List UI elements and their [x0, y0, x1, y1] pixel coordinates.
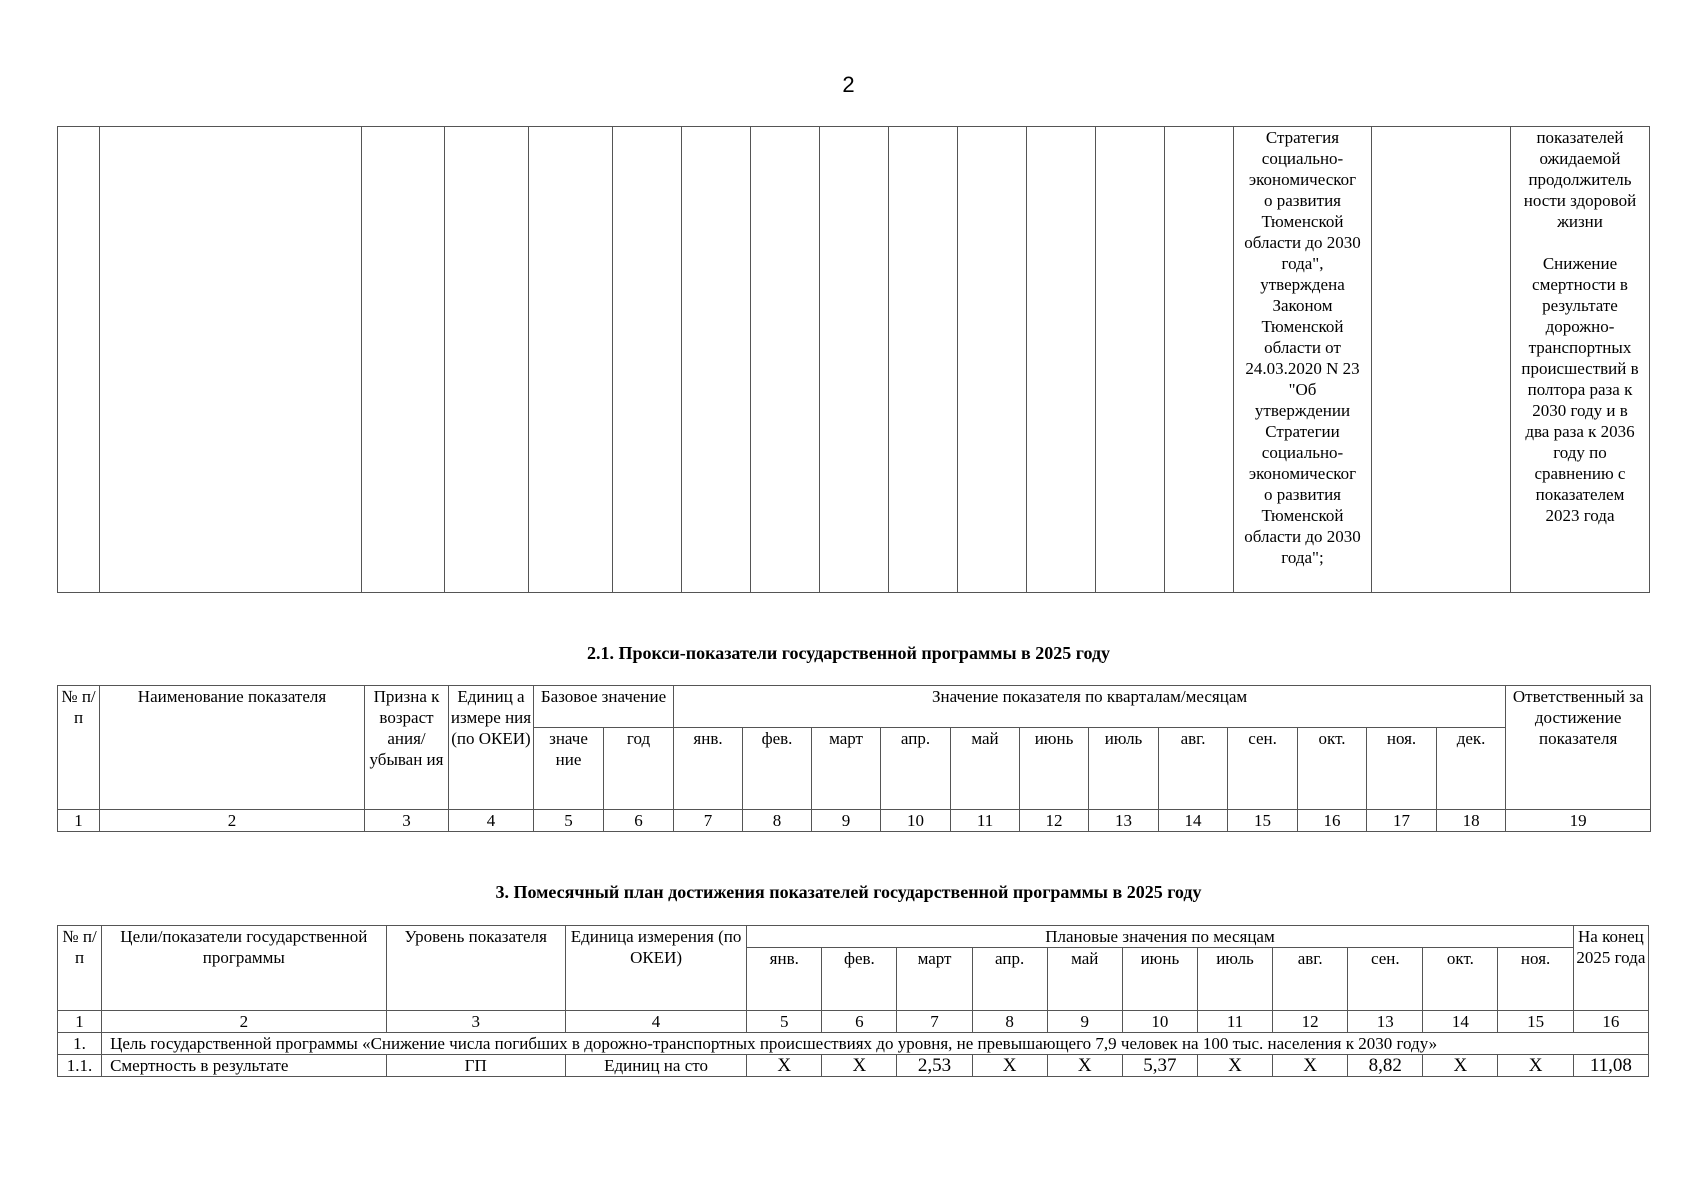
indicator-value: 8,82 — [1348, 1055, 1423, 1077]
indicator-value: X — [822, 1055, 897, 1077]
header-base-value: значе ние — [534, 728, 604, 810]
col-number: 15 — [1228, 810, 1298, 832]
month-header: май — [1047, 948, 1122, 1011]
goal-row — [58, 1033, 1649, 1055]
cell-empty — [100, 127, 362, 593]
proxy-indicators-table — [57, 685, 1651, 832]
month-header: март — [812, 728, 881, 810]
header-num: № п/ п — [58, 686, 100, 810]
col-number: 5 — [747, 1011, 822, 1033]
month-header: авг. — [1159, 728, 1228, 810]
section-3-title: 3. Помесячный план достижения показателей государственной программы в 2025 году — [495, 882, 1202, 902]
col-number: 7 — [674, 810, 743, 832]
cell-empty — [1027, 127, 1096, 593]
col-number: 15 — [1498, 1011, 1573, 1033]
indicator-end-value: 11,08 — [1573, 1055, 1648, 1077]
indicator-row — [58, 1055, 1649, 1077]
section-21-title: 2.1. Прокси-показатели государственной программы в 2025 году — [586, 643, 1111, 663]
indicator-unit: Единиц на сто — [565, 1055, 746, 1077]
goal-cell: показателей ожидаемой продолжитель ности здоровой жизни Снижение смертности в результате дорожно-транспортных происшествий в полтора раза к 2030 году и в два раза к 2036 году по сравнению с показателем 2023 года — [1511, 127, 1650, 593]
col-number: 10 — [1122, 1011, 1197, 1033]
monthly-plan-table — [57, 925, 1649, 1077]
month-header: июль — [1197, 948, 1272, 1011]
indicator-value: X — [972, 1055, 1047, 1077]
col-number: 16 — [1298, 810, 1367, 832]
col-number: 12 — [1020, 810, 1089, 832]
cell-empty — [820, 127, 889, 593]
col-number: 17 — [1367, 810, 1437, 832]
header-responsible: Ответственный за достижение показателя — [1506, 686, 1651, 810]
month-header: апр. — [972, 948, 1047, 1011]
header-level: Уровень показателя — [386, 926, 565, 1011]
indicator-value: X — [1498, 1055, 1573, 1077]
col-number: 11 — [1197, 1011, 1272, 1033]
col-number: 16 — [1573, 1011, 1648, 1033]
indicator-value: 5,37 — [1122, 1055, 1197, 1077]
month-header: июнь — [1020, 728, 1089, 810]
month-header: окт. — [1423, 948, 1498, 1011]
cell-empty — [445, 127, 529, 593]
col-number: 14 — [1423, 1011, 1498, 1033]
col-number: 7 — [897, 1011, 972, 1033]
col-number: 18 — [1437, 810, 1506, 832]
col-number: 2 — [102, 1011, 387, 1033]
month-header: дек. — [1437, 728, 1506, 810]
header-unit: Единиц а измере ния (по ОКЕИ) — [449, 686, 534, 810]
header-planned: Плановые значения по месяцам — [747, 926, 1574, 948]
indicator-num: 1.1. — [58, 1055, 102, 1077]
month-header: сен. — [1348, 948, 1423, 1011]
month-header: ноя. — [1367, 728, 1437, 810]
header-base: Базовое значение — [534, 686, 674, 728]
col-number: 3 — [386, 1011, 565, 1033]
col-number: 12 — [1273, 1011, 1348, 1033]
month-header: июнь — [1122, 948, 1197, 1011]
column-numbers-row — [58, 1011, 1649, 1033]
header-name: Наименование показателя — [100, 686, 365, 810]
month-header: май — [951, 728, 1020, 810]
indicator-value: 2,53 — [897, 1055, 972, 1077]
strategy-cell: Стратегия социально-экономическог о развития Тюменской области до 2030 года", утверждена Законом Тюменской области от 24.03.2020 N 23 "Об утверждении Стратегии социально-экономическог о развития Тюменской области до 2030 года"; — [1234, 127, 1372, 593]
col-number: 1 — [58, 1011, 102, 1033]
col-number: 8 — [972, 1011, 1047, 1033]
header-goals: Цели/показатели государственной программы — [102, 926, 387, 1011]
header-sign: Призна к возраст ания/ убыван ия — [365, 686, 449, 810]
col-number: 1 — [58, 810, 100, 832]
col-number: 4 — [565, 1011, 746, 1033]
indicator-value: X — [1423, 1055, 1498, 1077]
month-header: янв. — [674, 728, 743, 810]
indicator-value: X — [1197, 1055, 1272, 1077]
col-number: 9 — [1047, 1011, 1122, 1033]
cell-empty — [682, 127, 751, 593]
month-header: ноя. — [1498, 948, 1573, 1011]
month-header: окт. — [1298, 728, 1367, 810]
indicator-value: X — [1273, 1055, 1348, 1077]
goal-text: Цель государственной программы «Снижение числа погибших в дорожно-транспортных происшествиях до уровня, не превышающего 7,9 человек на 100 тыс. населения к 2030 году» — [102, 1033, 1649, 1055]
col-number: 4 — [449, 810, 534, 832]
column-numbers-row — [58, 810, 1651, 832]
cell-empty — [362, 127, 445, 593]
header-unit: Единица измерения (по ОКЕИ) — [565, 926, 746, 1011]
month-header: фев. — [822, 948, 897, 1011]
cell-empty — [1372, 127, 1511, 593]
col-number: 14 — [1159, 810, 1228, 832]
header-base-year: год — [604, 728, 674, 810]
header-num: № п/ п — [58, 926, 102, 1011]
indicator-name: Смертность в результате — [102, 1055, 387, 1077]
indicator-value: X — [747, 1055, 822, 1077]
col-number: 5 — [534, 810, 604, 832]
indicator-value: X — [1047, 1055, 1122, 1077]
month-header: март — [897, 948, 972, 1011]
col-number: 19 — [1506, 810, 1651, 832]
indicator-level: ГП — [386, 1055, 565, 1077]
month-header: апр. — [881, 728, 951, 810]
month-header: янв. — [747, 948, 822, 1011]
cell-empty — [958, 127, 1027, 593]
month-header: фев. — [743, 728, 812, 810]
col-number: 6 — [822, 1011, 897, 1033]
cell-empty — [889, 127, 958, 593]
header-quarters: Значение показателя по кварталам/месяцам — [674, 686, 1506, 728]
cell-empty — [751, 127, 820, 593]
col-number: 6 — [604, 810, 674, 832]
month-header: сен. — [1228, 728, 1298, 810]
month-header: авг. — [1273, 948, 1348, 1011]
cell-empty — [613, 127, 682, 593]
cell-empty — [1165, 127, 1234, 593]
col-number: 11 — [951, 810, 1020, 832]
header-end: На конец 2025 года — [1573, 926, 1648, 1011]
col-number: 9 — [812, 810, 881, 832]
col-number: 13 — [1348, 1011, 1423, 1033]
month-header: июль — [1089, 728, 1159, 810]
col-number: 10 — [881, 810, 951, 832]
cell-empty — [529, 127, 613, 593]
page-number: 2 — [842, 72, 855, 97]
top-continuation-table — [57, 126, 1650, 593]
col-number: 8 — [743, 810, 812, 832]
cell-empty — [58, 127, 100, 593]
col-number: 2 — [100, 810, 365, 832]
col-number: 3 — [365, 810, 449, 832]
goal-num: 1. — [58, 1033, 102, 1055]
cell-empty — [1096, 127, 1165, 593]
col-number: 13 — [1089, 810, 1159, 832]
